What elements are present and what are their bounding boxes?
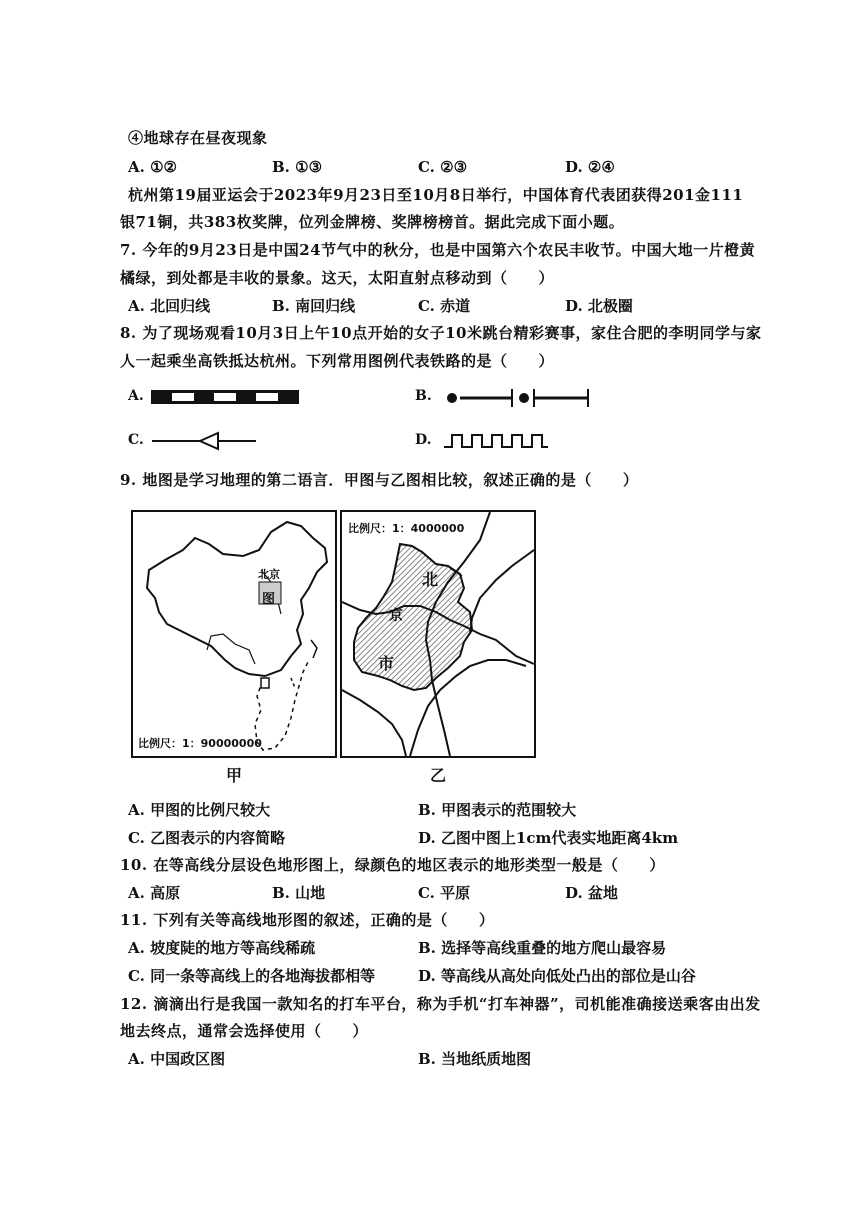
q9-option-a: A. 甲图的比例尺较大 <box>128 801 271 819</box>
q11-option-d: D. 等高线从高处向低处凸出的部位是山谷 <box>418 967 696 985</box>
boundary-legend-symbol <box>442 385 592 411</box>
map-yi-char-jing: 京 <box>389 608 403 624</box>
q6-option-a: A. ①② <box>128 158 177 176</box>
q6-option-c: C. ②③ <box>418 158 468 176</box>
railway-legend-symbol <box>150 388 300 408</box>
q7-option-b: B. 南回归线 <box>272 297 356 315</box>
q6-option-d: D. ②④ <box>565 158 615 176</box>
q10-option-b: B. 山地 <box>272 884 326 902</box>
intro-line-1: 杭州第19届亚运会于2023年9月23日至10月8日举行，中国体育代表团获得201金111 <box>128 186 744 204</box>
q9-option-d: D. 乙图中图上1cm代表实地距离4km <box>418 829 679 847</box>
q12-line-2: 地去终点，通常会选择使用（ ） <box>120 1022 369 1040</box>
wall-legend-symbol <box>442 430 552 452</box>
q8-option-b-letter: B. <box>415 388 432 404</box>
q8-line-2: 人一起乘坐高铁抵达杭州。下列常用图例代表铁路的是（ ） <box>120 352 555 370</box>
q10-option-c: C. 平原 <box>418 884 471 902</box>
q11-option-b: B. 选择等高线重叠的地方爬山最容易 <box>418 939 667 957</box>
q9-option-b: B. 甲图表示的范围较大 <box>418 801 577 819</box>
q11-option-c: C. 同一条等高线上的各地海拔都相等 <box>128 967 376 985</box>
q8-option-d-letter: D. <box>415 432 432 448</box>
map-yi-char-bei: 北 <box>422 570 439 589</box>
q11-option-a: A. 坡度陡的地方等高线稀疏 <box>128 939 316 957</box>
q10-option-a: A. 高原 <box>128 884 181 902</box>
map-jia-china <box>131 510 337 758</box>
map-jia-caption: 甲 <box>226 766 243 785</box>
q10-line-1: 10. 在等高线分层设色地形图上，绿颜色的地区表示的地形类型一般是（ ） <box>120 856 665 874</box>
q9-option-c: C. 乙图表示的内容简略 <box>128 829 286 847</box>
map-yi-scale: 比例尺：1：4000000 <box>348 522 465 535</box>
river-flow-legend-symbol <box>150 430 260 452</box>
map-yi-beijing <box>340 510 536 758</box>
q12-option-a: A. 中国政区图 <box>128 1050 226 1068</box>
q7-option-c: C. 赤道 <box>418 297 471 315</box>
q10-option-d: D. 盆地 <box>565 884 618 902</box>
map-jia-label-beijing: 北京 <box>258 568 280 581</box>
q8-line-1: 8. 为了现场观看10月3日上午10点开始的女子10米跳台精彩赛事，家住合肥的李明同学与家 <box>120 324 762 342</box>
q9-line-1: 9. 地图是学习地理的第二语言．甲图与乙图相比较，叙述正确的是（ ） <box>120 471 639 489</box>
q7-line-2: 橘绿，到处都是丰收的景象。这天，太阳直射点移动到（ ） <box>120 269 555 287</box>
intro-line-2: 银71铜，共383枚奖牌，位列金牌榜、奖牌榜榜首。据此完成下面小题。 <box>120 213 625 231</box>
q6-statement-4: ④地球存在昼夜现象 <box>128 129 268 147</box>
q12-line-1: 12. 滴滴出行是我国一款知名的打车平台，称为手机“打车神器”，司机能准确接送乘客由出发 <box>120 995 761 1013</box>
map-jia-label-tu: 图 <box>262 592 276 607</box>
map-yi-char-shi: 市 <box>378 654 395 673</box>
q8-option-a-letter: A. <box>128 388 144 404</box>
q12-option-b: B. 当地纸质地图 <box>418 1050 532 1068</box>
q8-option-c-letter: C. <box>128 432 144 448</box>
map-yi-caption: 乙 <box>430 766 447 785</box>
map-jia-scale: 比例尺：1：90000000 <box>138 737 262 750</box>
q6-option-b: B. ①③ <box>272 158 323 176</box>
q7-line-1: 7. 今年的9月23日是中国24节气中的秋分，也是中国第六个农民丰收节。中国大地一片橙黄 <box>120 241 756 259</box>
q7-option-a: A. 北回归线 <box>128 297 211 315</box>
q11-line-1: 11. 下列有关等高线地形图的叙述，正确的是（ ） <box>120 911 495 929</box>
q7-option-d: D. 北极圈 <box>565 297 633 315</box>
